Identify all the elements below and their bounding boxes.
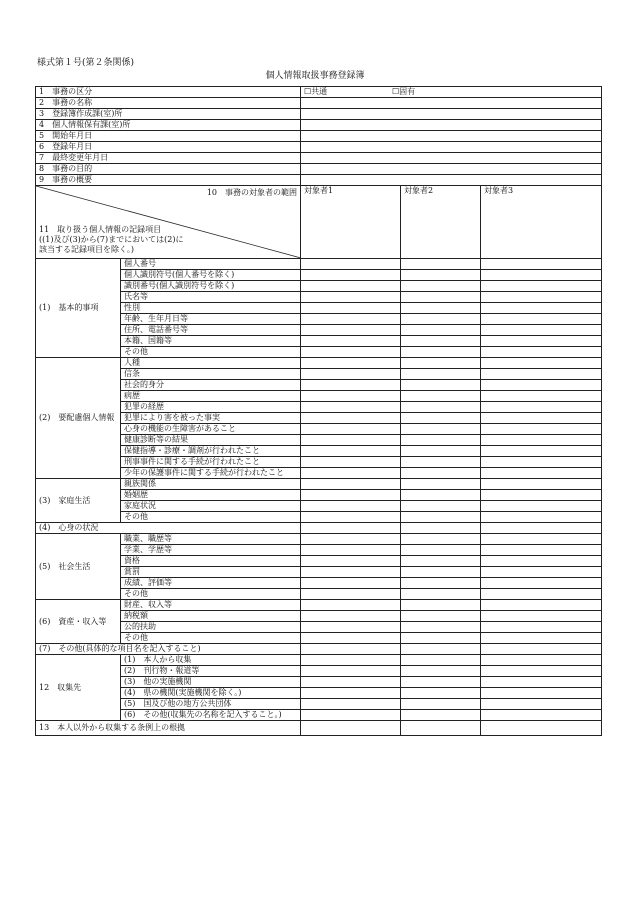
items-label-block <box>39 225 183 255</box>
item-subject-1-cell[interactable] <box>301 611 401 622</box>
item-subject-2-cell[interactable] <box>401 259 481 270</box>
item-subject-3-cell[interactable] <box>481 336 602 347</box>
basic-row-label: 4 個人情報保有課(室)所 <box>36 120 301 131</box>
item-subject-2-cell[interactable] <box>401 336 481 347</box>
item-subject-1-cell[interactable] <box>301 545 401 556</box>
item-subject-2-cell[interactable] <box>401 446 481 457</box>
scope-section <box>36 186 602 259</box>
record-item-label: 年齢、生年月日等 <box>121 314 301 325</box>
record-item-label: 親族関係 <box>121 479 301 490</box>
item-subject-3-cell[interactable] <box>481 611 602 622</box>
item-subject-2-cell[interactable] <box>401 270 481 281</box>
record-item-label: 犯罪の経歴 <box>121 402 301 413</box>
item-row <box>36 259 602 270</box>
item-subject-2-cell[interactable] <box>401 391 481 402</box>
item-subject-3-cell[interactable] <box>481 358 602 369</box>
item-subject-2-cell[interactable] <box>401 479 481 490</box>
category-subject-1-cell[interactable] <box>301 523 401 534</box>
item-row <box>36 479 602 490</box>
item-subject-2-cell[interactable] <box>401 490 481 501</box>
category-subject-1-cell[interactable] <box>301 644 401 655</box>
record-item-label: 賞罰 <box>121 567 301 578</box>
subject-2-header: 対象者2 <box>401 186 481 259</box>
item-subject-2-cell[interactable] <box>401 292 481 303</box>
item-subject-2-cell[interactable] <box>401 600 481 611</box>
item-subject-1-cell[interactable] <box>301 567 401 578</box>
item-row <box>36 633 602 644</box>
item-subject-3-cell[interactable] <box>481 292 602 303</box>
item-row <box>36 578 602 589</box>
item-subject-3-cell[interactable] <box>481 490 602 501</box>
item-subject-3-cell[interactable] <box>481 479 602 490</box>
basic-row <box>36 164 602 175</box>
item-subject-1-cell[interactable] <box>301 622 401 633</box>
item-subject-3-cell[interactable] <box>481 457 602 468</box>
items-note-1: ((1)及び(3)から(7)までにおいては(2)に <box>39 235 184 244</box>
item-subject-1-cell[interactable] <box>301 292 401 303</box>
collection-row <box>36 688 602 699</box>
collection-row <box>36 699 602 710</box>
item-subject-3-cell[interactable] <box>481 402 602 413</box>
item-subject-1-cell[interactable] <box>301 391 401 402</box>
subject-3-header: 対象者3 <box>481 186 602 259</box>
collection-source-label: (5) 国及び他の地方公共団体 <box>121 699 301 710</box>
basic-row-label: 5 開始年月日 <box>36 131 301 142</box>
item-subject-3-cell[interactable] <box>481 622 602 633</box>
item-subject-1-cell[interactable] <box>301 435 401 446</box>
item-subject-3-cell[interactable] <box>481 600 602 611</box>
category-subject-2-cell[interactable] <box>401 644 481 655</box>
item-subject-3-cell[interactable] <box>481 512 602 523</box>
basic-row <box>36 131 602 142</box>
category-subject-2-cell[interactable] <box>401 523 481 534</box>
item-subject-2-cell[interactable] <box>401 314 481 325</box>
category-label: (2) 要配慮個人情報 <box>36 358 121 479</box>
record-item-label: 健康診断等の結果 <box>121 435 301 446</box>
item-subject-2-cell[interactable] <box>401 325 481 336</box>
item-row <box>36 600 602 611</box>
basic-row <box>36 109 602 120</box>
item-subject-1-cell[interactable] <box>301 534 401 545</box>
item-row <box>36 336 602 347</box>
collection-subject-2-cell[interactable] <box>401 655 481 666</box>
collection-subject-1-cell[interactable] <box>301 666 401 677</box>
basic-row-label: 1 事務の区分 <box>36 87 301 98</box>
record-item-label: 識別番号(個人識別符号を除く) <box>121 281 301 292</box>
item-row <box>36 556 602 567</box>
collection-source-label: (2) 刊行物・報道等 <box>121 666 301 677</box>
page-title: 個人情報取扱事務登録簿 <box>265 71 365 81</box>
item-row <box>36 402 602 413</box>
item-subject-3-cell[interactable] <box>481 391 602 402</box>
item-subject-1-cell[interactable] <box>301 303 401 314</box>
item-subject-2-cell[interactable] <box>401 457 481 468</box>
record-item-label: 財産、収入等 <box>121 600 301 611</box>
item-row <box>36 325 602 336</box>
item-subject-2-cell[interactable] <box>401 534 481 545</box>
record-item-label: 刑事事件に関する手続が行われたこと <box>121 457 301 468</box>
item-subject-1-cell[interactable] <box>301 600 401 611</box>
item-subject-1-cell[interactable] <box>301 402 401 413</box>
category-label: (4) 心身の状況 <box>36 523 301 534</box>
record-item-label: 性別 <box>121 303 301 314</box>
item-row <box>36 512 602 523</box>
item-row <box>36 270 602 281</box>
item-row <box>36 413 602 424</box>
item-subject-2-cell[interactable] <box>401 358 481 369</box>
record-item-label: 婚姻歴 <box>121 490 301 501</box>
collection-subject-1-cell[interactable] <box>301 688 401 699</box>
basis-section <box>36 721 602 736</box>
record-item-label: 信条 <box>121 369 301 380</box>
category-row <box>36 523 602 534</box>
basic-row-value[interactable] <box>301 120 602 131</box>
record-item-label: 学業、学歴等 <box>121 545 301 556</box>
basic-row-label: 9 事務の概要 <box>36 175 301 186</box>
item-row <box>36 380 602 391</box>
item-subject-1-cell[interactable] <box>301 501 401 512</box>
item-subject-3-cell[interactable] <box>481 633 602 644</box>
item-subject-1-cell[interactable] <box>301 325 401 336</box>
item-subject-2-cell[interactable] <box>401 303 481 314</box>
item-row <box>36 391 602 402</box>
collection-source-label: (6) その他(収集先の名称を記入すること。) <box>121 710 301 721</box>
basic-row-value[interactable] <box>301 98 602 109</box>
basic-row-label: 7 最終変更年月日 <box>36 153 301 164</box>
collection-subject-2-cell[interactable] <box>401 699 481 710</box>
registration-table <box>35 86 602 736</box>
basic-row <box>36 153 602 164</box>
items-note-2: 該当する記録項目を除く。) <box>39 245 134 254</box>
record-item-label: 犯罪により害を被った事実 <box>121 413 301 424</box>
item-row <box>36 611 602 622</box>
item-subject-3-cell[interactable] <box>481 468 602 479</box>
record-item-label: 個人番号 <box>121 259 301 270</box>
collection-section <box>36 655 602 721</box>
record-item-label: その他 <box>121 589 301 600</box>
basic-row-value[interactable] <box>301 142 602 153</box>
basic-row <box>36 98 602 109</box>
basis-cell-2[interactable] <box>401 721 481 736</box>
item-subject-3-cell[interactable] <box>481 369 602 380</box>
item-row <box>36 589 602 600</box>
item-subject-1-cell[interactable] <box>301 413 401 424</box>
record-item-label: その他 <box>121 512 301 523</box>
category-subject-3-cell[interactable] <box>481 523 602 534</box>
items-label: 11 取り扱う個人情報の記録項目 <box>39 225 162 234</box>
record-item-label: 公的扶助 <box>121 622 301 633</box>
record-item-label: 住所、電話番号等 <box>121 325 301 336</box>
item-subject-3-cell[interactable] <box>481 567 602 578</box>
basic-row-value[interactable] <box>301 131 602 142</box>
category-label: (1) 基本的事項 <box>36 259 121 358</box>
collection-subject-3-cell[interactable] <box>481 710 602 721</box>
item-subject-3-cell[interactable] <box>481 556 602 567</box>
collection-subject-2-cell[interactable] <box>401 688 481 699</box>
item-subject-1-cell[interactable] <box>301 512 401 523</box>
collection-source-label: (1) 本人から収集 <box>121 655 301 666</box>
item-subject-1-cell[interactable] <box>301 589 401 600</box>
collection-subject-2-cell[interactable] <box>401 677 481 688</box>
item-row <box>36 424 602 435</box>
item-row <box>36 446 602 457</box>
record-item-label: 氏名等 <box>121 292 301 303</box>
item-subject-1-cell[interactable] <box>301 556 401 567</box>
collection-label: 12 収集先 <box>36 655 121 721</box>
item-row <box>36 622 602 633</box>
item-row <box>36 435 602 446</box>
item-subject-2-cell[interactable] <box>401 611 481 622</box>
record-item-label: 資格 <box>121 556 301 567</box>
item-subject-1-cell[interactable] <box>301 314 401 325</box>
item-row <box>36 468 602 479</box>
category-label: (5) 社会生活 <box>36 534 121 600</box>
item-subject-2-cell[interactable] <box>401 413 481 424</box>
item-row <box>36 567 602 578</box>
category-label: (7) その他(具体的な項目名を記入すること) <box>36 644 301 655</box>
record-item-label: 社会的身分 <box>121 380 301 391</box>
item-subject-2-cell[interactable] <box>401 347 481 358</box>
item-subject-3-cell[interactable] <box>481 270 602 281</box>
item-subject-1-cell[interactable] <box>301 380 401 391</box>
item-subject-2-cell[interactable] <box>401 567 481 578</box>
basic-row-label: 3 登録簿作成課(室)所 <box>36 109 301 120</box>
item-subject-1-cell[interactable] <box>301 336 401 347</box>
basic-row-label: 2 事務の名称 <box>36 98 301 109</box>
record-item-label: 個人識別符号(個人番号を除く) <box>121 270 301 281</box>
specific-checkbox[interactable]: ☐固有 <box>392 87 416 96</box>
record-item-label: 成績、評価等 <box>121 578 301 589</box>
item-subject-3-cell[interactable] <box>481 347 602 358</box>
item-subject-3-cell[interactable] <box>481 589 602 600</box>
collection-subject-1-cell[interactable] <box>301 699 401 710</box>
item-subject-2-cell[interactable] <box>401 468 481 479</box>
basis-cell-3[interactable] <box>481 721 602 736</box>
item-subject-1-cell[interactable] <box>301 446 401 457</box>
item-subject-3-cell[interactable] <box>481 281 602 292</box>
item-subject-1-cell[interactable] <box>301 578 401 589</box>
basic-row <box>36 120 602 131</box>
record-item-label: 納税額 <box>121 611 301 622</box>
item-row <box>36 457 602 468</box>
item-row <box>36 534 602 545</box>
item-subject-1-cell[interactable] <box>301 347 401 358</box>
collection-row <box>36 677 602 688</box>
item-subject-3-cell[interactable] <box>481 325 602 336</box>
basic-row <box>36 87 602 98</box>
item-subject-1-cell[interactable] <box>301 457 401 468</box>
record-item-label: 人種 <box>121 358 301 369</box>
collection-source-label: (4) 県の機関(実施機関を除く。) <box>121 688 301 699</box>
item-subject-3-cell[interactable] <box>481 314 602 325</box>
scope-diagonal-cell <box>36 186 301 259</box>
collection-row <box>36 710 602 721</box>
collection-subject-1-cell[interactable] <box>301 710 401 721</box>
item-subject-3-cell[interactable] <box>481 534 602 545</box>
item-subject-1-cell[interactable] <box>301 468 401 479</box>
basis-cell-1[interactable] <box>301 721 401 736</box>
collection-subject-1-cell[interactable] <box>301 655 401 666</box>
scope-header-label: 10 事務の対象者の範囲 <box>206 188 297 197</box>
collection-subject-3-cell[interactable] <box>481 655 602 666</box>
item-row <box>36 490 602 501</box>
item-row <box>36 369 602 380</box>
collection-subject-2-cell[interactable] <box>401 666 481 677</box>
item-subject-2-cell[interactable] <box>401 633 481 644</box>
basic-row-value[interactable] <box>301 164 602 175</box>
common-checkbox[interactable]: ☐共通 <box>304 87 328 96</box>
item-subject-2-cell[interactable] <box>401 578 481 589</box>
basic-row <box>36 142 602 153</box>
item-subject-2-cell[interactable] <box>401 435 481 446</box>
item-subject-2-cell[interactable] <box>401 589 481 600</box>
collection-subject-3-cell[interactable] <box>481 688 602 699</box>
item-row <box>36 501 602 512</box>
collection-subject-3-cell[interactable] <box>481 666 602 677</box>
collection-subject-3-cell[interactable] <box>481 699 602 710</box>
record-item-label: 病歴 <box>121 391 301 402</box>
record-item-label: 保健指導・診療・調剤が行われたこと <box>121 446 301 457</box>
item-subject-3-cell[interactable] <box>481 424 602 435</box>
record-item-label: 本籍、国籍等 <box>121 336 301 347</box>
basic-row-value[interactable] <box>301 153 602 164</box>
record-item-label: 心身の機能の生障害があること <box>121 424 301 435</box>
item-row <box>36 347 602 358</box>
classification-options <box>301 87 602 98</box>
item-subject-1-cell[interactable] <box>301 424 401 435</box>
item-subject-3-cell[interactable] <box>481 501 602 512</box>
item-subject-3-cell[interactable] <box>481 259 602 270</box>
item-subject-2-cell[interactable] <box>401 556 481 567</box>
item-subject-1-cell[interactable] <box>301 259 401 270</box>
record-item-label: その他 <box>121 633 301 644</box>
category-label: (3) 家庭生活 <box>36 479 121 523</box>
collection-subject-2-cell[interactable] <box>401 710 481 721</box>
collection-subject-3-cell[interactable] <box>481 677 602 688</box>
record-item-label: 家庭状況 <box>121 501 301 512</box>
collection-row <box>36 655 602 666</box>
collection-subject-1-cell[interactable] <box>301 677 401 688</box>
item-subject-2-cell[interactable] <box>401 281 481 292</box>
category-subject-3-cell[interactable] <box>481 644 602 655</box>
item-subject-3-cell[interactable] <box>481 578 602 589</box>
item-row <box>36 292 602 303</box>
item-subject-1-cell[interactable] <box>301 281 401 292</box>
item-row <box>36 545 602 556</box>
record-item-label: 職業、職歴等 <box>121 534 301 545</box>
item-subject-2-cell[interactable] <box>401 545 481 556</box>
basic-row-label: 8 事務の目的 <box>36 164 301 175</box>
item-subject-1-cell[interactable] <box>301 369 401 380</box>
item-subject-3-cell[interactable] <box>481 545 602 556</box>
item-subject-3-cell[interactable] <box>481 303 602 314</box>
record-item-label: 少年の保護事件に関する手続が行われたこと <box>121 468 301 479</box>
item-subject-2-cell[interactable] <box>401 380 481 391</box>
item-subject-2-cell[interactable] <box>401 424 481 435</box>
collection-source-label: (3) 他の実施機関 <box>121 677 301 688</box>
subject-1-header: 対象者1 <box>301 186 401 259</box>
item-subject-2-cell[interactable] <box>401 402 481 413</box>
item-subject-2-cell[interactable] <box>401 622 481 633</box>
basic-row <box>36 175 602 186</box>
item-subject-3-cell[interactable] <box>481 380 602 391</box>
item-subject-1-cell[interactable] <box>301 490 401 501</box>
collection-row <box>36 666 602 677</box>
basis-label: 13 本人以外から収集する条例上の根拠 <box>36 721 301 736</box>
form-number: 様式第１号(第２条関係) <box>37 58 135 68</box>
item-subject-3-cell[interactable] <box>481 413 602 424</box>
record-item-label: その他 <box>121 347 301 358</box>
category-label: (6) 資産・収入等 <box>36 600 121 644</box>
item-subject-1-cell[interactable] <box>301 479 401 490</box>
basic-row-value[interactable] <box>301 175 602 186</box>
item-subject-2-cell[interactable] <box>401 512 481 523</box>
item-row <box>36 358 602 369</box>
item-subject-3-cell[interactable] <box>481 446 602 457</box>
basic-row-value[interactable] <box>301 109 602 120</box>
record-items-section <box>36 259 602 655</box>
basic-section <box>36 87 602 186</box>
basic-row-label: 6 登録年月日 <box>36 142 301 153</box>
item-row <box>36 314 602 325</box>
item-subject-1-cell[interactable] <box>301 633 401 644</box>
item-subject-2-cell[interactable] <box>401 501 481 512</box>
item-row <box>36 303 602 314</box>
item-row <box>36 281 602 292</box>
category-row <box>36 644 602 655</box>
item-subject-1-cell[interactable] <box>301 270 401 281</box>
item-subject-3-cell[interactable] <box>481 435 602 446</box>
item-subject-1-cell[interactable] <box>301 358 401 369</box>
item-subject-2-cell[interactable] <box>401 369 481 380</box>
